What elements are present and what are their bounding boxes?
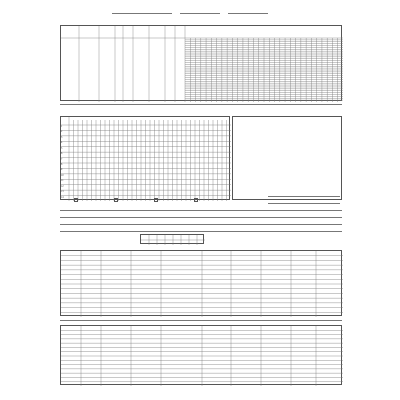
evaluation-sign-line-2	[268, 203, 340, 204]
evaluation-row-number: 3	[61, 135, 63, 139]
evaluation-note-box	[232, 116, 342, 200]
writing-line	[60, 224, 342, 225]
evaluation-row-number: 14	[61, 195, 64, 199]
header-name-line	[112, 13, 172, 14]
evaluation-row-number: 13	[61, 190, 64, 194]
report-block-1	[60, 250, 342, 316]
attendance-table	[60, 25, 342, 101]
writing-line	[60, 210, 342, 211]
checkbox-3[interactable]	[154, 198, 158, 202]
header-sex-line	[228, 13, 268, 14]
checkbox-2[interactable]	[114, 198, 118, 202]
evaluation-row-number: 4	[61, 141, 63, 145]
writing-line	[60, 217, 342, 218]
evaluation-row-number: 12	[61, 184, 64, 188]
header-dob-line	[180, 13, 220, 14]
writing-line	[60, 231, 342, 232]
evaluation-row-number: 11	[61, 179, 64, 183]
report-block-1-lines	[61, 251, 343, 317]
evaluation-sign-line-1	[268, 196, 340, 197]
attendance-footer-line	[60, 104, 342, 105]
report-block-2	[60, 325, 342, 385]
small-grid	[140, 234, 204, 244]
evaluation-row-number: 6	[61, 152, 63, 156]
evaluation-row-number: 5	[61, 146, 63, 150]
evaluation-row-number: 9	[61, 168, 63, 172]
between-blocks-line	[60, 320, 342, 321]
evaluation-row-number: 7	[61, 157, 63, 161]
checkbox-1[interactable]	[74, 198, 78, 202]
attendance-grid-lines	[61, 26, 343, 102]
evaluation-row-number: 10	[61, 173, 64, 177]
evaluation-table	[60, 116, 230, 200]
checkbox-4[interactable]	[194, 198, 198, 202]
evaluation-row-number: 1	[61, 125, 63, 128]
checkbox-row	[60, 197, 230, 203]
report-block-2-lines	[61, 326, 343, 386]
evaluation-grid-lines	[61, 117, 231, 201]
evaluation-row-number: 2	[61, 130, 63, 134]
small-grid-lines	[141, 235, 205, 245]
evaluation-row-number: 8	[61, 163, 63, 166]
